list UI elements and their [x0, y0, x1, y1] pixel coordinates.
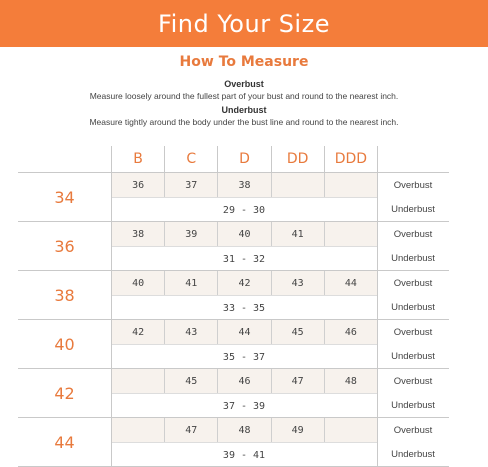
- overbust-row: [111, 418, 449, 442]
- overbust-cell: [324, 418, 377, 442]
- overbust-label: Overbust: [393, 277, 433, 289]
- underbust-label: Underbust: [391, 351, 435, 362]
- overbust-cell: [324, 222, 377, 246]
- overbust-cell: 42: [111, 320, 164, 344]
- how-to-measure-title: How To Measure: [179, 54, 309, 70]
- band-size-label: 44: [54, 433, 75, 452]
- overbust-label: Overbust: [393, 228, 433, 240]
- underbust-range: 29 - 30: [111, 197, 377, 222]
- overbust-row: [111, 271, 449, 295]
- overbust-cell: 45: [164, 369, 217, 393]
- overbust-row: [111, 369, 449, 393]
- cup-header-dd: DD: [271, 146, 324, 172]
- overbust-cell: 48: [217, 418, 270, 442]
- underbust-label: Underbust: [391, 400, 435, 411]
- overbust-cell: 41: [271, 222, 324, 246]
- underbust-label: Underbust: [391, 449, 435, 460]
- overbust-cell: 43: [164, 320, 217, 344]
- underbust-range: 33 - 35: [111, 295, 377, 320]
- overbust-cell: 44: [324, 271, 377, 295]
- size-row-34: [18, 173, 449, 222]
- header-banner: [0, 0, 488, 47]
- underbust-range: 35 - 37: [111, 344, 377, 369]
- column-divider: [111, 146, 112, 466]
- overbust-cell: 48: [324, 369, 377, 393]
- underbust-range: 37 - 39: [111, 393, 377, 418]
- band-size-label: 40: [54, 335, 75, 354]
- underbust-heading: Underbust: [221, 105, 267, 115]
- underbust-range: 39 - 41: [111, 442, 377, 467]
- underbust-instructions: Measure tightly around the body under the bust line and round to the nearest inch.: [89, 117, 399, 127]
- band-size-label: 34: [54, 188, 75, 207]
- overbust-cell: 36: [111, 173, 164, 197]
- column-divider: [377, 146, 378, 466]
- size-chart-table: [18, 146, 449, 466]
- overbust-cell: 41: [164, 271, 217, 295]
- overbust-cell: 46: [217, 369, 270, 393]
- underbust-range: 31 - 32: [111, 246, 377, 271]
- overbust-label: Overbust: [393, 179, 433, 191]
- size-row-40: [18, 320, 449, 369]
- overbust-cell: 47: [164, 418, 217, 442]
- band-size-label: 38: [54, 286, 75, 305]
- overbust-instructions: Measure loosely around the fullest part of your bust and round to the nearest inch.: [89, 91, 399, 101]
- overbust-label: Overbust: [393, 424, 433, 436]
- overbust-row: [111, 222, 449, 246]
- band-size-label: 36: [54, 237, 75, 256]
- size-row-42: [18, 369, 449, 418]
- size-row-44: [18, 418, 449, 467]
- overbust-cell: [111, 369, 164, 393]
- overbust-heading: Overbust: [224, 79, 264, 89]
- overbust-cell: 38: [111, 222, 164, 246]
- overbust-label: Overbust: [393, 326, 433, 338]
- overbust-cell: 37: [164, 173, 217, 197]
- underbust-label: Underbust: [391, 302, 435, 313]
- overbust-row: [111, 320, 449, 344]
- overbust-cell: 40: [111, 271, 164, 295]
- overbust-cell: 47: [271, 369, 324, 393]
- size-row-36: [18, 222, 449, 271]
- cup-header-d: D: [217, 146, 270, 172]
- overbust-cell: 44: [217, 320, 270, 344]
- cup-header-c: C: [164, 146, 217, 172]
- overbust-cell: 49: [271, 418, 324, 442]
- label-column-header: [377, 146, 449, 172]
- overbust-cell: 45: [271, 320, 324, 344]
- underbust-label: Underbust: [391, 253, 435, 264]
- overbust-cell: 46: [324, 320, 377, 344]
- overbust-cell: [111, 418, 164, 442]
- page-title: Find Your Size: [158, 9, 330, 38]
- overbust-cell: 39: [164, 222, 217, 246]
- overbust-cell: 42: [217, 271, 270, 295]
- size-row-38: [18, 271, 449, 320]
- cup-header-b: B: [111, 146, 164, 172]
- underbust-label: Underbust: [391, 204, 435, 215]
- overbust-cell: 43: [271, 271, 324, 295]
- overbust-label: Overbust: [393, 375, 433, 387]
- overbust-cell: [324, 173, 377, 197]
- overbust-cell: [271, 173, 324, 197]
- cup-header-ddd: DDD: [324, 146, 377, 172]
- overbust-cell: 38: [217, 173, 270, 197]
- overbust-cell: 40: [217, 222, 270, 246]
- band-size-label: 42: [54, 384, 75, 403]
- overbust-row: [111, 173, 449, 197]
